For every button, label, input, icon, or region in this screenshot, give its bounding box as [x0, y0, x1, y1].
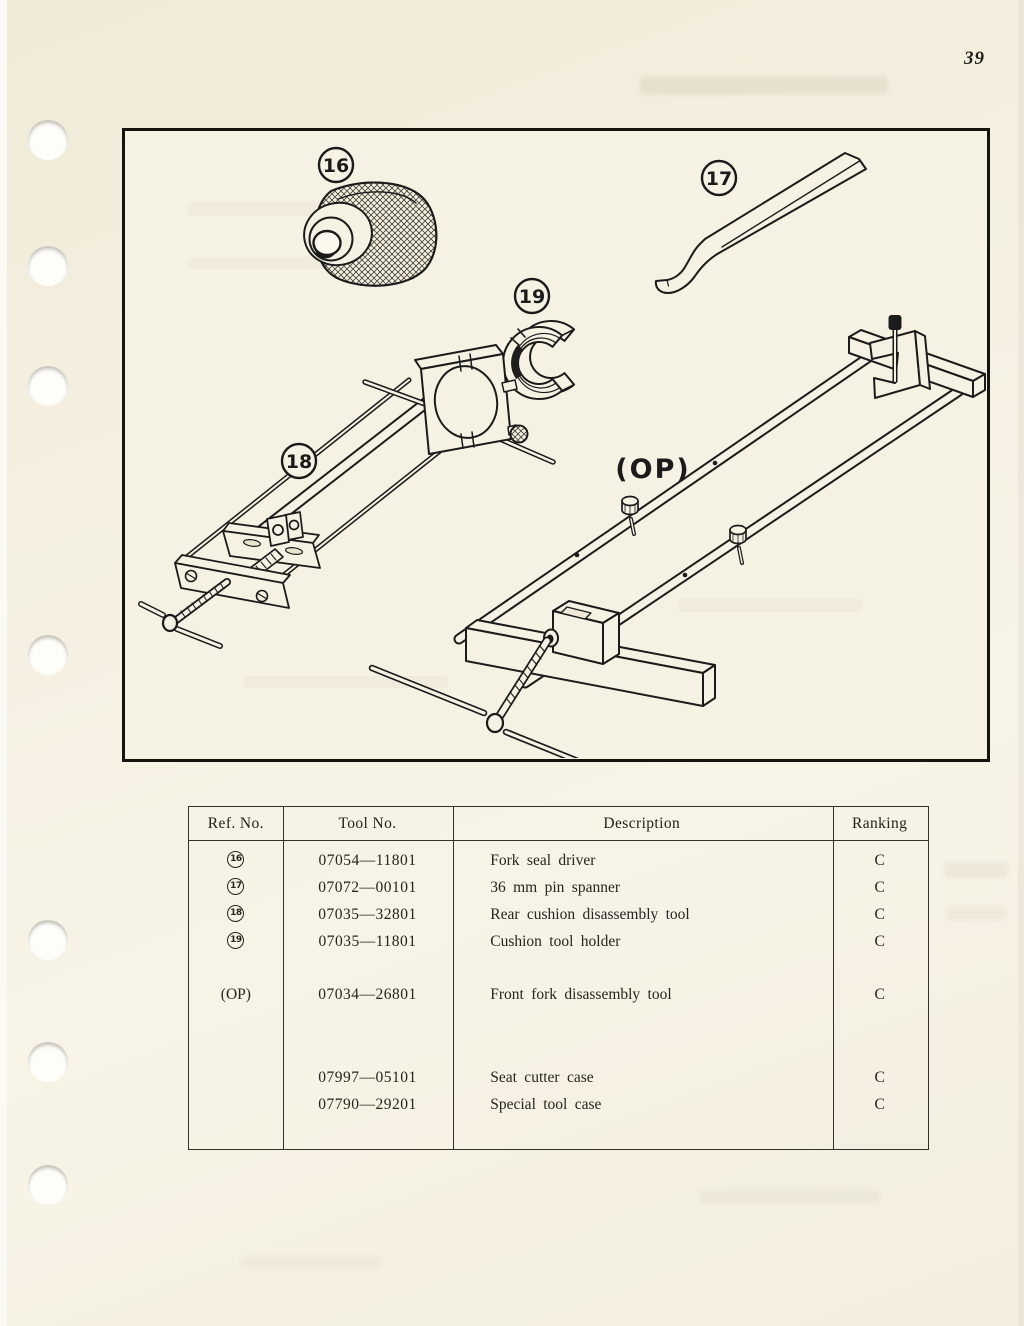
table-row [189, 928, 928, 955]
table-row [189, 981, 928, 1008]
description-cell: Seat cutter case [490, 1069, 594, 1086]
label-19: 19 [518, 286, 546, 308]
bleed-through-mark [700, 1190, 880, 1203]
ref-circled-number: 16 [227, 851, 244, 868]
ranking-cell: C [874, 879, 885, 896]
ref-text [189, 1064, 283, 1091]
header-tool-no: Tool No. [338, 815, 397, 832]
bleed-through-mark [944, 862, 1008, 878]
binder-hole [28, 366, 68, 406]
binder-hole [28, 920, 68, 960]
ref-circled-number: 19 [227, 932, 244, 949]
ref-text: (OP) [220, 986, 251, 1003]
header-ranking: Ranking [851, 815, 908, 832]
table-divider [833, 807, 834, 1149]
table-row [189, 847, 928, 874]
table-row [189, 1064, 928, 1091]
bleed-through-mark [947, 906, 1005, 920]
label-16: 16 [322, 155, 350, 177]
page-right-edge [1018, 0, 1024, 1326]
label-18: 18 [285, 451, 313, 473]
page-number: 39 [964, 48, 985, 69]
description-cell: 36 mm pin spanner [490, 879, 620, 896]
ranking-cell: C [874, 1096, 885, 1113]
binder-hole [28, 635, 68, 675]
table-divider [453, 807, 454, 1149]
description-cell: Rear cushion disassembly tool [490, 906, 690, 923]
rear-cushion-tool-illustration [141, 345, 553, 646]
ref-circled-number: 18 [227, 905, 244, 922]
ranking-cell: C [874, 1069, 885, 1086]
tool-no-cell: 07034—26801 [318, 986, 417, 1003]
page-left-edge [0, 0, 7, 1326]
header-ref-no: Ref. No. [207, 815, 264, 832]
description-cell: Special tool case [490, 1096, 602, 1113]
description-cell: Cushion tool holder [490, 933, 621, 950]
ranking-cell: C [874, 986, 885, 1003]
ranking-cell: C [874, 933, 885, 950]
bleed-through-mark [640, 77, 888, 94]
tool-no-cell: 07997—05101 [318, 1069, 417, 1086]
description-cell: Front fork disassembly tool [490, 986, 672, 1003]
description-cell: Fork seal driver [490, 852, 596, 869]
ref-circled-number: 17 [227, 878, 244, 895]
special-tools-figure-box [122, 128, 990, 762]
label-18-badge [282, 444, 316, 478]
table-row [189, 1091, 928, 1118]
label-op: (OP) [615, 454, 691, 485]
ranking-cell: C [874, 906, 885, 923]
label-19-badge [515, 279, 549, 313]
table-header-row [189, 807, 928, 841]
tool-no-cell: 07035—11801 [318, 933, 417, 950]
table-divider [283, 807, 284, 1149]
binder-hole [28, 1165, 68, 1205]
label-16-badge [319, 148, 353, 182]
tool-no-cell: 07790—29201 [318, 1096, 417, 1113]
tool-no-cell: 07035—32801 [318, 906, 417, 923]
special-tools-table [188, 806, 929, 1150]
table-row [189, 901, 928, 928]
label-17: 17 [705, 168, 733, 190]
binder-hole [28, 1042, 68, 1082]
table-row [189, 874, 928, 901]
ranking-cell: C [874, 852, 885, 869]
tool-no-cell: 07072—00101 [318, 879, 417, 896]
special-tools-figure [125, 131, 986, 758]
ref-text [189, 1091, 283, 1118]
fork-seal-driver-illustration [298, 183, 436, 286]
pin-spanner-illustration [656, 153, 866, 293]
bleed-through-mark [240, 1256, 380, 1268]
binder-hole [28, 246, 68, 286]
binder-hole [28, 120, 68, 160]
header-description: Description [603, 815, 681, 832]
tool-no-cell: 07054—11801 [318, 852, 417, 869]
bleed-through-mark [188, 201, 863, 688]
label-17-badge [702, 161, 736, 195]
